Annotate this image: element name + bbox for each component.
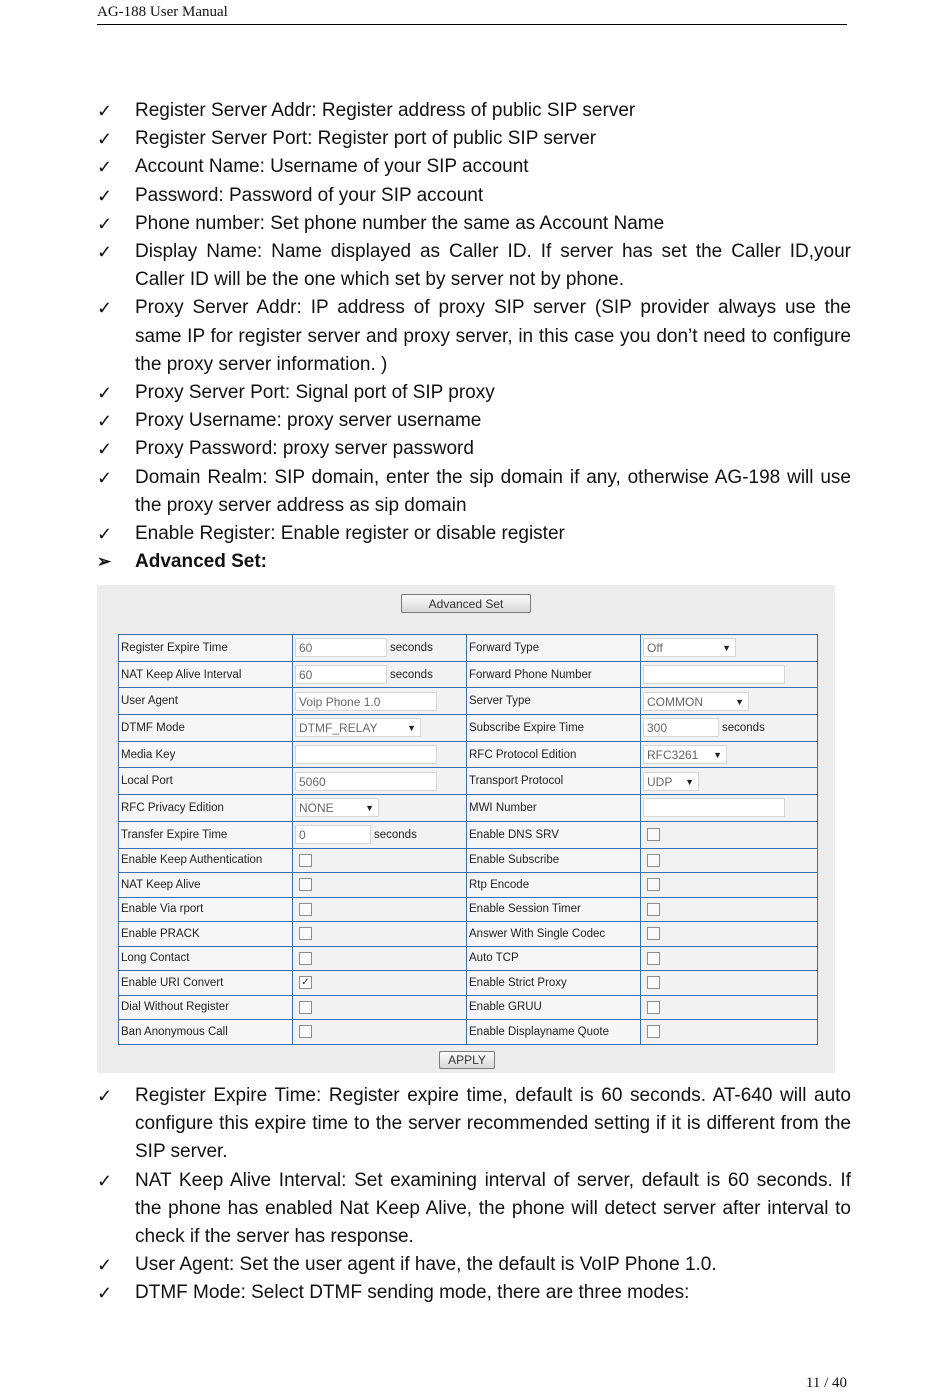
enable-dns-srv-label: Enable DNS SRV [467,821,641,848]
dtmf-mode-select[interactable]: DTMF_RELAY ▼ [295,718,421,737]
forward-type-label: Forward Type [467,635,641,662]
arrow-bullet-icon: ➢ [97,552,112,572]
list-item: ✓ Proxy Server Addr: IP address of proxy SIP server (SIP provider always use the same IP for register server and proxy server, in this case you don’t need to configure the proxy server information. ) [97,294,851,379]
table-row [119,741,818,768]
rfc-protocol-edition-label: RFC Protocol Edition [467,741,641,768]
list-item: ✓ DTMF Mode: Select DTMF sending mode, there are three modes: [97,1279,851,1307]
table-row [119,795,818,822]
ban-anonymous-call-checkbox[interactable] [299,1025,312,1038]
page-header [97,4,847,25]
forward-phone-number-input[interactable] [643,665,785,684]
mwi-number-label: MWI Number [467,795,641,822]
list-item: ✓ Account Name: Username of your SIP account [97,153,851,181]
table-row [119,635,818,662]
enable-gruu-checkbox[interactable] [647,1001,660,1014]
enable-subscribe-label: Enable Subscribe [467,848,641,873]
media-key-label: Media Key [119,741,293,768]
check-icon: ✓ [97,298,113,319]
enable-displayname-quote-checkbox[interactable] [647,1025,660,1038]
check-icon: ✓ [97,1170,113,1191]
advanced-settings-table [118,634,818,1045]
table-row [119,768,818,795]
check-icon: ✓ [97,439,113,460]
bullet-list-bottom [97,1082,851,1308]
local-port-input[interactable]: 5060 [295,772,437,791]
list-item: ✓ Proxy Server Port: Signal port of SIP proxy [97,379,851,407]
rtp-encode-label: Rtp Encode [467,873,641,898]
advanced-set-button[interactable]: Advanced Set [401,594,531,613]
unit-label: seconds [390,641,433,654]
list-item: ✓ Domain Realm: SIP domain, enter the sip domain if any, otherwise AG-198 will use the proxy server address as sip domain [97,464,851,520]
list-item: ✓ NAT Keep Alive Interval: Set examining interval of server, default is 60 seconds. If the phone has enabled Nat Keep Alive, the phone will detect server after interval to check if the server has response. [97,1167,851,1252]
user-agent-input[interactable]: Voip Phone 1.0 [295,692,437,711]
dtmf-mode-label: DTMF Mode [119,715,293,742]
table-row [119,922,818,947]
enable-uri-convert-label: Enable URI Convert [119,971,293,996]
forward-type-select[interactable]: Off ▼ [643,638,736,657]
chevron-down-icon: ▼ [722,643,731,654]
table-row [119,1020,818,1045]
list-item: ✓ Password: Password of your SIP account [97,182,851,210]
enable-keep-authentication-label: Enable Keep Authentication [119,848,293,873]
rfc-protocol-edition-select[interactable]: RFC3261 ▼ [643,745,727,764]
long-contact-label: Long Contact [119,946,293,971]
dial-without-register-checkbox[interactable] [299,1001,312,1014]
enable-via-rport-checkbox[interactable] [299,903,312,916]
user-agent-label: User Agent [119,688,293,715]
chevron-down-icon: ▼ [685,776,694,787]
check-icon: ✓ [97,157,113,178]
transfer-expire-time-input[interactable]: 0 [295,825,371,844]
auto-tcp-checkbox[interactable] [647,952,660,965]
manual-title: AG-188 User Manual [97,4,228,20]
check-icon: ✓ [97,129,113,150]
list-item: ✓ Register Expire Time: Register expire time, default is 60 seconds. AT-640 will auto configure this expire time to the server recommended setting if it is different from the SIP server. [97,1082,851,1167]
table-row [119,715,818,742]
local-port-label: Local Port [119,768,293,795]
enable-dns-srv-checkbox[interactable] [647,828,660,841]
list-item: ✓ Register Server Addr: Register address of public SIP server [97,97,851,125]
table-row [119,971,818,996]
nat-keep-alive-label: NAT Keep Alive [119,873,293,898]
nat-keep-alive-interval-label: NAT Keep Alive Interval [119,661,293,688]
unit-label: seconds [390,668,433,681]
check-icon: ✓ [97,213,113,234]
check-icon: ✓ [97,1086,113,1106]
check-icon: ✓ [97,524,113,545]
enable-prack-checkbox[interactable] [299,927,312,940]
media-key-input[interactable] [295,745,437,764]
enable-displayname-quote-label: Enable Displayname Quote [467,1020,641,1045]
nat-keep-alive-interval-input[interactable]: 60 [295,665,387,684]
long-contact-checkbox[interactable] [299,952,312,965]
enable-via-rport-label: Enable Via rport [119,897,293,922]
register-expire-time-label: Register Expire Time [119,635,293,662]
chevron-down-icon: ▼ [713,750,722,761]
enable-session-timer-checkbox[interactable] [647,903,660,916]
chevron-down-icon: ▼ [407,723,416,734]
advanced-settings-panel [97,585,835,1073]
check-icon: ✓ [97,1255,113,1276]
page-number: 11 / 40 [805,1375,847,1391]
enable-session-timer-label: Enable Session Timer [467,897,641,922]
subscribe-expire-time-input[interactable]: 300 [643,718,719,737]
nat-keep-alive-checkbox[interactable] [299,878,312,891]
enable-strict-proxy-label: Enable Strict Proxy [467,971,641,996]
server-type-select[interactable]: COMMON ▼ [643,692,749,711]
auto-tcp-label: Auto TCP [467,946,641,971]
check-icon: ✓ [97,383,113,404]
table-row [119,873,818,898]
check-icon: ✓ [97,467,113,488]
dial-without-register-label: Dial Without Register [119,995,293,1020]
forward-phone-number-label: Forward Phone Number [467,661,641,688]
check-icon: ✓ [97,411,113,432]
list-item: ✓ Phone number: Set phone number the same as Account Name [97,210,851,238]
chevron-down-icon: ▼ [735,696,744,707]
answer-with-single-codec-checkbox[interactable] [647,927,660,940]
list-item: ✓ Enable Register: Enable register or disable register [97,520,851,548]
rtp-encode-checkbox[interactable] [647,878,660,891]
mwi-number-input[interactable] [643,798,785,817]
table-row [119,688,818,715]
check-icon: ✓ [97,185,113,206]
list-item: ✓ User Agent: Set the user agent if have, the default is VoIP Phone 1.0. [97,1251,851,1279]
answer-with-single-codec-label: Answer With Single Codec [467,922,641,947]
ban-anonymous-call-label: Ban Anonymous Call [119,1020,293,1045]
list-item: ✓ Display Name: Name displayed as Caller ID. If server has set the Caller ID,your Caller ID will be the one which set by server not by phone. [97,238,851,294]
server-type-label: Server Type [467,688,641,715]
table-row [119,661,818,688]
chevron-down-icon: ▼ [365,803,374,814]
unit-label: seconds [722,721,765,734]
check-icon: ✓ [97,1283,113,1304]
check-icon: ✓ [97,242,113,263]
table-row [119,821,818,848]
register-expire-time-input[interactable]: 60 [295,638,387,657]
enable-prack-label: Enable PRACK [119,922,293,947]
enable-uri-convert-checkbox[interactable]: ✓ [299,976,312,989]
transport-protocol-label: Transport Protocol [467,768,641,795]
transfer-expire-time-label: Transfer Expire Time [119,821,293,848]
enable-strict-proxy-checkbox[interactable] [647,976,660,989]
list-item: ✓ Register Server Port: Register port of public SIP server [97,125,851,153]
table-row [119,897,818,922]
section-heading: ➢ Advanced Set: [97,548,851,576]
enable-gruu-label: Enable GRUU [467,995,641,1020]
bullet-list-top [97,97,851,576]
apply-button[interactable]: APPLY [439,1051,495,1069]
unit-label: seconds [374,828,417,841]
rfc-privacy-edition-select[interactable]: NONE ▼ [295,798,379,817]
enable-keep-authentication-checkbox[interactable] [299,854,312,867]
subscribe-expire-time-label: Subscribe Expire Time [467,715,641,742]
transport-protocol-select[interactable]: UDP ▼ [643,772,699,791]
list-item: ✓ Proxy Username: proxy server username [97,407,851,435]
enable-subscribe-checkbox[interactable] [647,854,660,867]
check-icon: ✓ [97,101,113,121]
table-row [119,848,818,873]
table-row [119,946,818,971]
list-item: ✓ Proxy Password: proxy server password [97,435,851,463]
table-row [119,995,818,1020]
rfc-privacy-edition-label: RFC Privacy Edition [119,795,293,822]
